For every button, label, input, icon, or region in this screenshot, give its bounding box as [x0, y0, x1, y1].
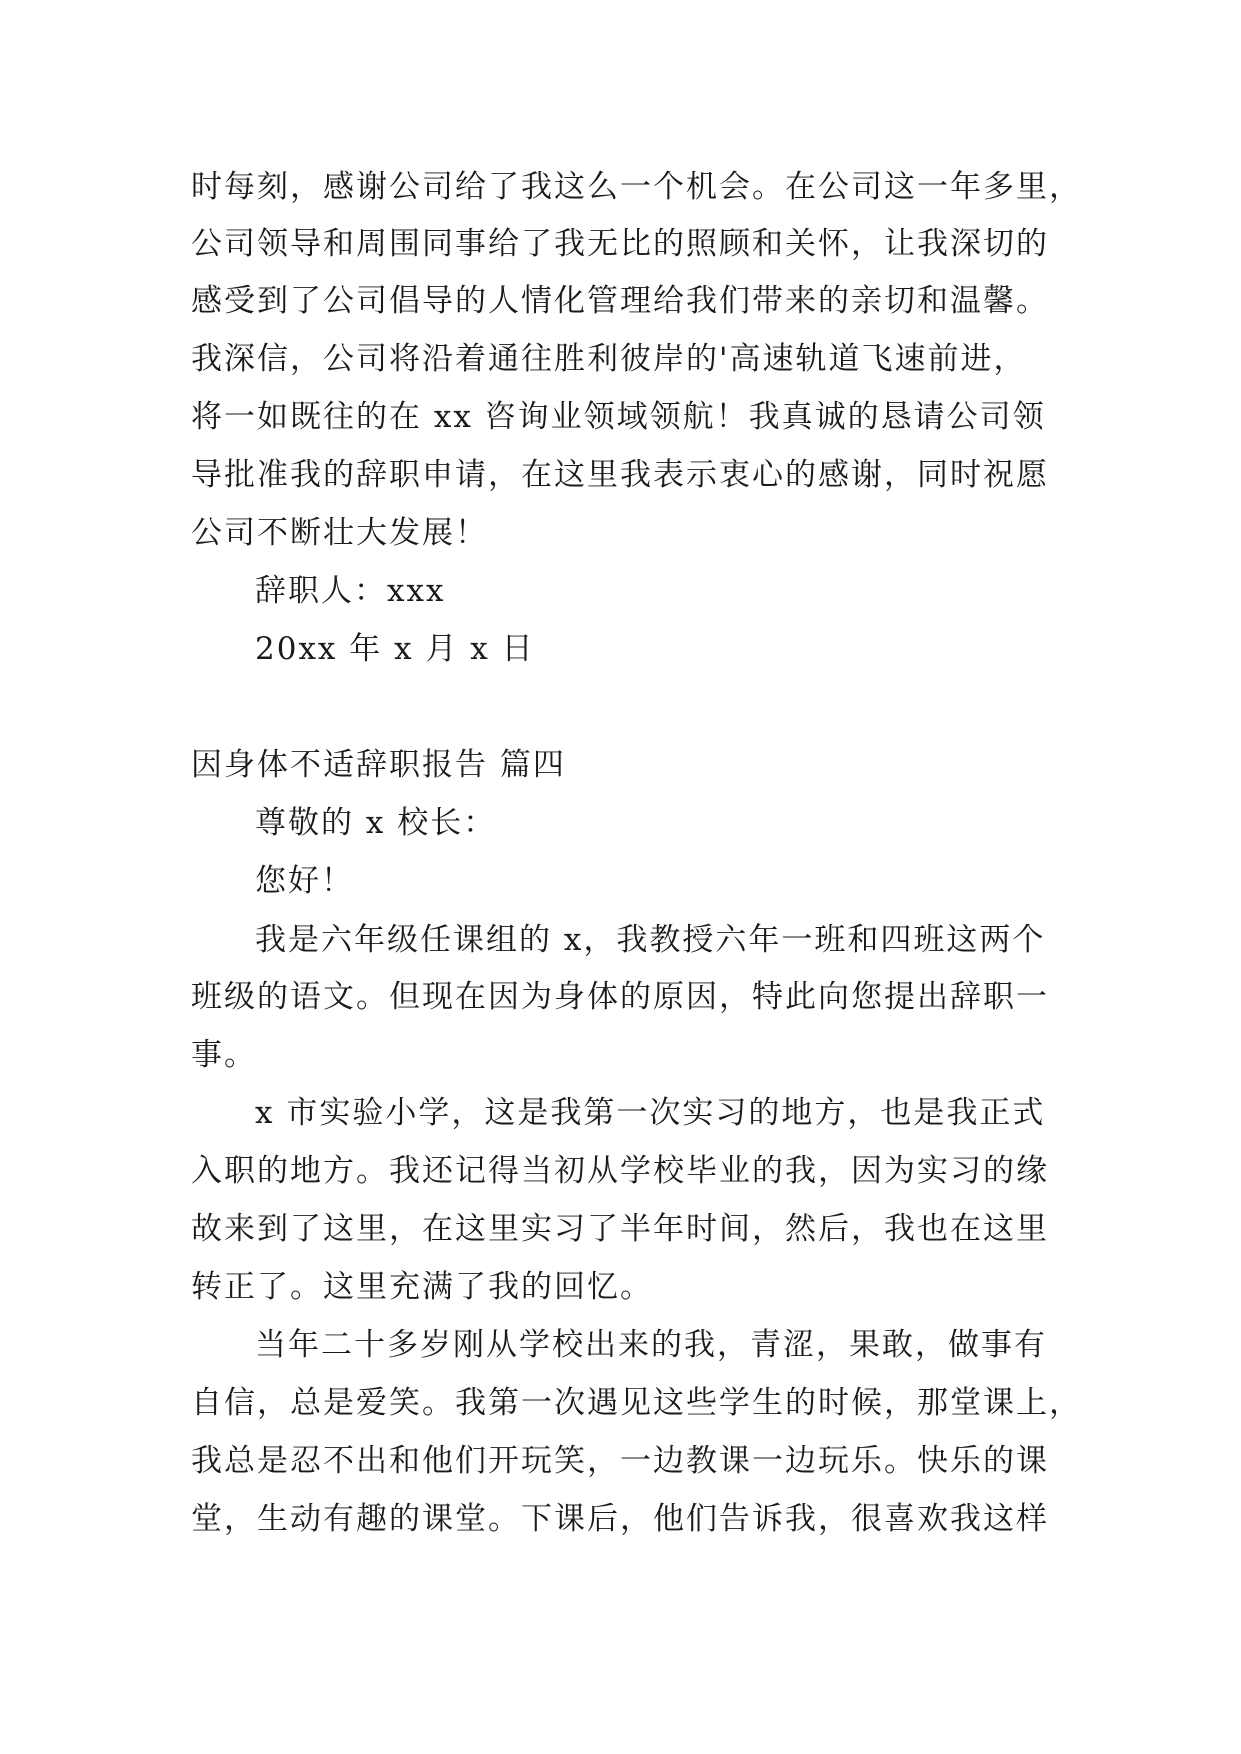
paragraph-line: x 市实验小学，这是我第一次实习的地方，也是我正式 — [255, 1095, 1046, 1131]
paragraph-line: 导批准我的辞职申请，在这里我表示衷心的感谢，同时祝愿 — [191, 457, 1049, 493]
paragraph-line: 感受到了公司倡导的人情化管理给我们带来的亲切和温馨。 — [191, 283, 1049, 319]
paragraph-line: 我总是忍不出和他们开玩笑，一边教课一边玩乐。快乐的课 — [191, 1443, 1049, 1479]
paragraph-line: 事。 — [191, 1037, 257, 1073]
paragraph-line: 转正了。这里充满了我的回忆。 — [191, 1269, 653, 1305]
signature-date: 20xx 年 x 月 x 日 — [255, 631, 535, 667]
salutation: 尊敬的 x 校长： — [255, 805, 497, 841]
paragraph-line: 时每刻，感谢公司给了我这么一个机会。在公司这一年多里， — [191, 169, 1082, 205]
paragraph-line: 入职的地方。我还记得当初从学校毕业的我，因为实习的缘 — [191, 1153, 1049, 1189]
paragraph-line: 公司不断壮大发展！ — [191, 515, 488, 551]
greeting: 您好！ — [255, 863, 354, 899]
section-title: 因身体不适辞职报告 篇四 — [191, 747, 566, 783]
paragraph-line: 公司领导和周围同事给了我无比的照顾和关怀，让我深切的 — [191, 226, 1049, 262]
paragraph-line: 自信，总是爱笑。我第一次遇见这些学生的时候，那堂课上， — [191, 1385, 1082, 1421]
resigner-signature: 辞职人：xxx — [255, 573, 446, 609]
paragraph-line: 堂，生动有趣的课堂。下课后，他们告诉我，很喜欢我这样 — [191, 1501, 1049, 1537]
paragraph-line: 当年二十多岁刚从学校出来的我，青涩，果敢，做事有 — [255, 1327, 1047, 1363]
paragraph-line: 我深信，公司将沿着通往胜利彼岸的'高速轨道飞速前进， — [191, 341, 1027, 377]
paragraph-line: 班级的语文。但现在因为身体的原因，特此向您提出辞职一 — [191, 979, 1049, 1015]
paragraph-line: 将一如既往的在 xx 咨询业领域领航！我真诚的恳请公司领 — [191, 399, 1046, 435]
paragraph-line: 故来到了这里，在这里实习了半年时间，然后，我也在这里 — [191, 1211, 1049, 1247]
paragraph-line: 我是六年级任课组的 x，我教授六年一班和四班这两个 — [255, 922, 1046, 958]
